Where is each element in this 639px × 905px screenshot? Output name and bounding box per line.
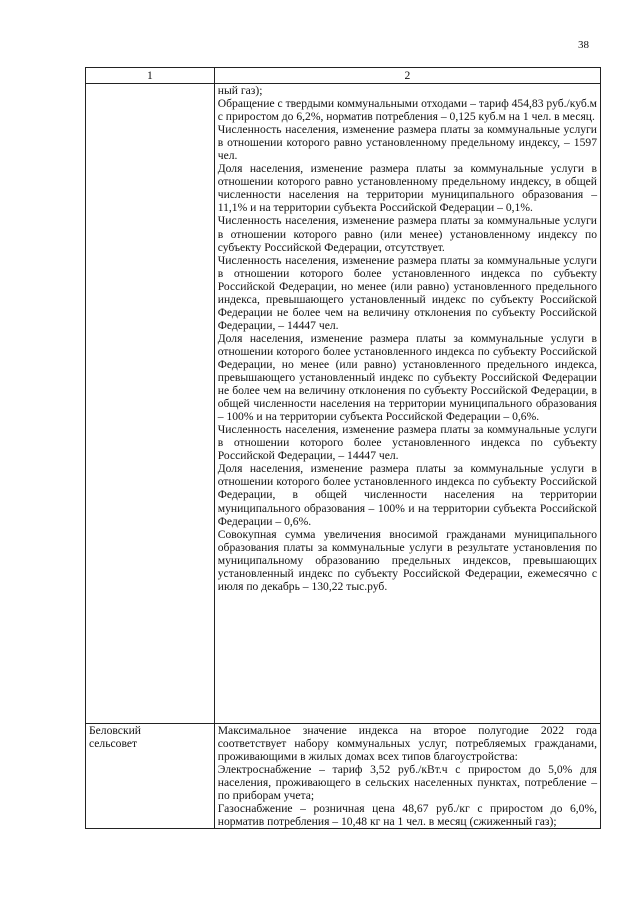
paragraph: Численность населения, изменение размера платы за коммунальные услуги в отношении которого более установленного индекса по субъекту Российской Федерации, но менее (или равно) установленного предельного индекса, превышающего установленный индекс по субъекту Российской Федерации не более чем на величину отклонения по субъекту Российской Федерации, – 14447 чел. — [217, 253, 597, 332]
content-table — [85, 67, 601, 829]
municipality-name-line: сельсовет — [89, 737, 138, 751]
paragraph: Численность населения, изменение размера платы за коммунальные услуги в отношении которого равно (или менее) установленному индексу по субъекту Российской Федерации, отсутствует. — [217, 214, 597, 254]
paragraph: Максимальное значение индекса на второе полугодие 2022 года соответствует набору коммунальных услуг, потребляемых гражданами, проживающими в жилых домах всех типов благоустройства: — [217, 724, 597, 764]
paragraph: Газоснабжение – розничная цена 48,67 руб./кг с приростом до 6,0%, норматив потребления – 10,48 кг на 1 чел. в месяц (сжиженный газ); — [217, 802, 597, 829]
paragraph: Доля населения, изменение размера платы за коммунальные услуги в отношении которого более установленного индекса по субъекту Российской Федерации, в общей численности населения на территории муниципального образования – 100% и на территории субъекта Российской Федерации – 0,6%. — [217, 462, 597, 528]
paragraph: Численность населения, изменение размера платы за коммунальные услуги в отношении которого равно установленному предельному индексу, – 1597 чел. — [217, 123, 597, 163]
column-header-2: 2 — [214, 68, 600, 84]
paragraph: Численность населения, изменение размера платы за коммунальные услуги в отношении которого более установленного индекса по субъекту Российской Федерации, – 14447 чел. — [217, 423, 597, 463]
paragraph: Обращение с твердыми коммунальными отходами – тариф 454,83 руб./куб.м с приростом до 6,2%, норматив потребления – 0,125 куб.м на 1 чел. в месяц. — [217, 97, 597, 124]
table-row — [86, 84, 601, 724]
description-cell — [214, 724, 600, 829]
paragraph: Электроснабжение – тариф 3,52 руб./кВт.ч с приростом до 5,0% для населения, проживающего в сельских населенных пунктах, потребление – по приборам учета; — [217, 763, 597, 803]
column-header-1: 1 — [86, 68, 215, 84]
table-header-row — [86, 68, 601, 84]
table-row — [86, 724, 601, 829]
municipality-name-line: Беловский — [89, 724, 141, 737]
page-number: 38 — [578, 39, 589, 51]
municipality-cell — [86, 84, 215, 724]
municipality-cell — [86, 724, 215, 829]
description-cell — [214, 84, 600, 724]
paragraph: Совокупная сумма увеличения вносимой гражданами муниципального образования платы за коммунальные услуги в результате установления по муниципальному образованию предельных индексов, превышающих установленный индекс по субъекту Российской Федерации, ежемесячно с июля по декабрь – 130,22 тыс.руб. — [217, 527, 597, 593]
paragraph: Доля населения, изменение размера платы за коммунальные услуги в отношении которого более установленного индекса по субъекту Российской Федерации, но менее (или равно) установленного предельного индекса, превышающего установленный индекс по субъекту Российской Федерации не более чем на величину отклонения по субъекту Российской Федерации, в общей численности населения на территории муниципального образования – 100% и на территории субъекта Российской Федерации – 0,6%. — [217, 331, 597, 424]
paragraph: Доля населения, изменение размера платы за коммунальные услуги в отношении которого равно установленному предельному индексу, в общей численности населения на территории муниципального образования – 11,1% и на территории субъекта Российской Федерации – 0,1%. — [217, 162, 597, 215]
paragraph: ный газ); — [217, 84, 263, 97]
